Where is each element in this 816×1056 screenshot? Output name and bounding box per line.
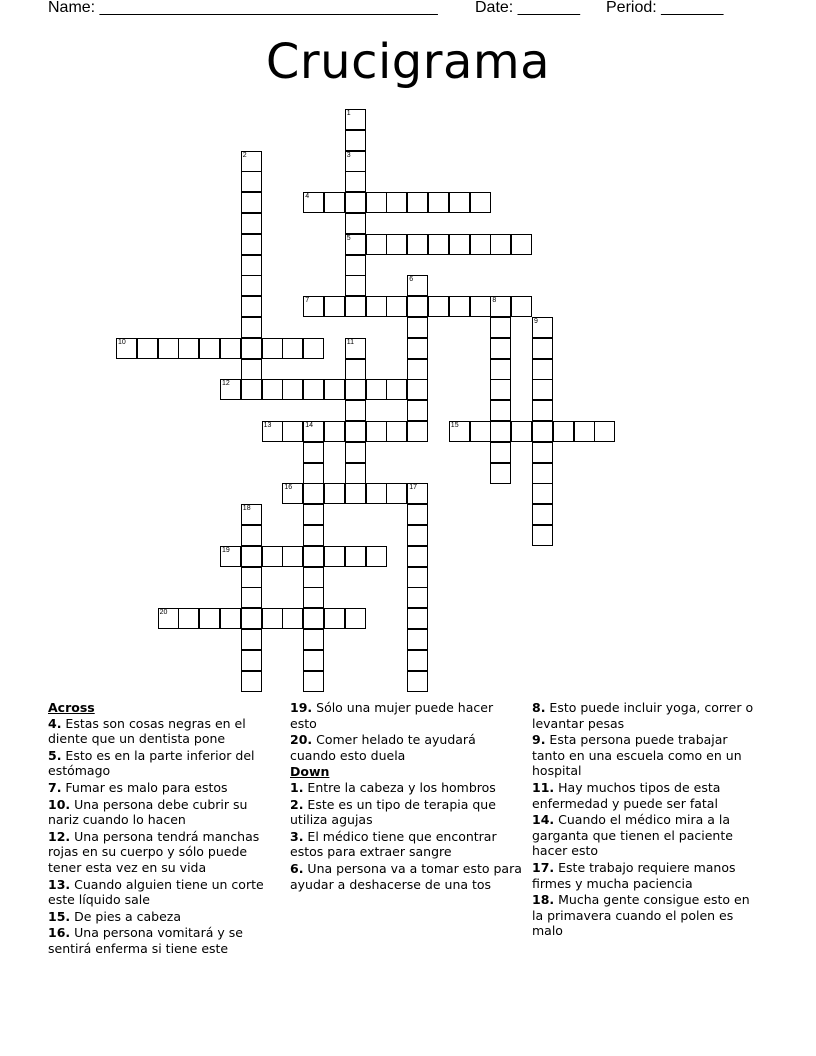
crossword-cell[interactable] xyxy=(345,421,366,442)
crossword-cell[interactable] xyxy=(324,296,345,317)
crossword-cell[interactable] xyxy=(366,483,387,504)
crossword-cell[interactable] xyxy=(303,379,324,400)
clue-text: De pies a cabeza xyxy=(70,908,182,924)
crossword-cell[interactable] xyxy=(386,483,407,504)
clue-text: Sólo una mujer puede hacer esto xyxy=(290,700,494,731)
clue-item xyxy=(48,877,280,908)
crossword-cell[interactable] xyxy=(386,379,407,400)
clue-number-label: 7 xyxy=(305,297,310,305)
crossword-cell[interactable] xyxy=(220,608,241,629)
clue-text: Una persona vomitará y se sentirá enferma si tiene este xyxy=(48,925,243,956)
crossword-cell[interactable] xyxy=(386,234,407,255)
crossword-cell[interactable] xyxy=(241,275,262,296)
crossword-cell[interactable] xyxy=(490,379,511,400)
clue-item xyxy=(290,797,522,828)
clue-item xyxy=(48,748,280,779)
clues-column-2 xyxy=(290,700,522,893)
clue-number: 12. xyxy=(48,828,71,844)
clue-number-label: 20 xyxy=(159,609,168,617)
crossword-cell[interactable] xyxy=(303,650,324,671)
clue-text: Esta persona puede trabajar tanto en una escuela como en un hospital xyxy=(532,732,742,779)
clue-text: Comer helado te ayudará cuando esto duela xyxy=(290,732,476,763)
crossword-cell[interactable] xyxy=(407,504,428,525)
crossword-cell[interactable] xyxy=(345,608,366,629)
crossword-cell[interactable] xyxy=(532,525,553,546)
crossword-cell[interactable] xyxy=(324,379,345,400)
crossword-cell[interactable] xyxy=(282,379,303,400)
crossword-cell[interactable] xyxy=(345,296,366,317)
clue-number-label: 3 xyxy=(346,151,351,159)
crossword-cell[interactable] xyxy=(262,608,283,629)
crossword-cell[interactable] xyxy=(303,525,324,546)
clue-item xyxy=(48,797,280,828)
clue-number: 11. xyxy=(532,779,555,795)
crossword-cell[interactable] xyxy=(116,338,137,359)
crossword-cell[interactable] xyxy=(407,275,428,296)
crossword-cell[interactable] xyxy=(532,421,553,442)
crossword-cell[interactable] xyxy=(241,546,262,567)
crossword-cell[interactable] xyxy=(345,192,366,213)
crossword-cell[interactable] xyxy=(532,442,553,463)
crossword-cell[interactable] xyxy=(241,213,262,234)
crossword-cell[interactable] xyxy=(407,650,428,671)
crossword-cell[interactable] xyxy=(490,400,511,421)
crossword-cell[interactable] xyxy=(345,546,366,567)
clue-number-label: 13 xyxy=(263,422,272,429)
crossword-cell[interactable] xyxy=(324,608,345,629)
crossword-cell[interactable] xyxy=(470,421,491,442)
crossword-cell[interactable] xyxy=(241,171,262,192)
crossword-cell[interactable] xyxy=(449,421,470,442)
clue-text: Una persona debe cubrir su nariz cuando lo hacen xyxy=(48,796,248,828)
crossword-cell[interactable] xyxy=(532,338,553,359)
crossword-cell[interactable] xyxy=(303,546,324,567)
crossword-cell[interactable] xyxy=(241,317,262,338)
clue-number-label: 10 xyxy=(118,338,126,346)
clue-item xyxy=(532,780,764,811)
clue-item xyxy=(532,732,764,779)
crossword-cell[interactable] xyxy=(345,109,366,130)
crossword-cell[interactable] xyxy=(449,234,470,255)
crossword-cell[interactable] xyxy=(241,587,262,608)
clue-text: Esto es en la parte inferior del estómago xyxy=(48,747,255,779)
period-field-label[interactable]: Period: _______ xyxy=(606,0,724,16)
crossword-cell[interactable] xyxy=(241,296,262,317)
crossword-cell[interactable] xyxy=(490,338,511,359)
crossword-cell[interactable] xyxy=(345,483,366,504)
clue-item xyxy=(48,925,280,956)
clue-number-label: 15 xyxy=(450,422,459,429)
crossword-cell[interactable] xyxy=(345,400,366,421)
crossword-cell[interactable] xyxy=(407,296,428,317)
clue-number-label: 8 xyxy=(492,297,497,305)
crossword-cell[interactable] xyxy=(511,234,532,255)
clue-number-label: 5 xyxy=(346,234,351,242)
crossword-cell[interactable] xyxy=(241,338,262,359)
clue-number: 9. xyxy=(532,732,546,748)
clue-item xyxy=(290,829,522,860)
crossword-cell[interactable] xyxy=(241,192,262,213)
crossword-cell[interactable] xyxy=(345,255,366,276)
crossword-cell[interactable] xyxy=(220,338,241,359)
clue-item xyxy=(290,732,522,763)
crossword-cell[interactable] xyxy=(282,338,303,359)
crossword-cell[interactable] xyxy=(345,151,366,172)
crossword-cell[interactable] xyxy=(241,608,262,629)
crossword-cell[interactable] xyxy=(282,546,303,567)
across-heading: Across xyxy=(48,700,95,715)
clue-number-label: 16 xyxy=(284,484,293,492)
crossword-cell[interactable] xyxy=(407,483,428,504)
crossword-cell[interactable] xyxy=(428,234,449,255)
crossword-cell[interactable] xyxy=(532,379,553,400)
crossword-cell[interactable] xyxy=(199,338,220,359)
crossword-cell[interactable] xyxy=(262,379,283,400)
crossword-cell[interactable] xyxy=(345,234,366,255)
worksheet-header xyxy=(48,0,788,20)
crossword-cell[interactable] xyxy=(407,379,428,400)
clue-number: 8. xyxy=(532,700,546,715)
clue-number: 5. xyxy=(48,747,62,763)
crossword-cell[interactable] xyxy=(262,421,283,442)
crossword-cell[interactable] xyxy=(137,338,158,359)
clue-number: 14. xyxy=(532,812,555,828)
crossword-cell[interactable] xyxy=(470,234,491,255)
clue-number: 20. xyxy=(290,732,313,748)
clue-number: 19. xyxy=(290,700,313,715)
crossword-cell[interactable] xyxy=(199,608,220,629)
clue-text: El médico tiene que encontrar estos para extraer sangre xyxy=(290,828,497,860)
crossword-cell[interactable] xyxy=(220,546,241,567)
crossword-cell[interactable] xyxy=(366,296,387,317)
crossword-cell[interactable] xyxy=(532,463,553,484)
crossword-cell[interactable] xyxy=(470,192,491,213)
crossword-cell[interactable] xyxy=(282,608,303,629)
crossword-cell[interactable] xyxy=(407,608,428,629)
crossword-cell[interactable] xyxy=(407,546,428,567)
crossword-cell[interactable] xyxy=(386,192,407,213)
crossword-cell[interactable] xyxy=(490,296,511,317)
clue-text: Cuando el médico mira a la garganta que tienen el paciente hacer esto xyxy=(532,812,733,859)
clue-text: Mucha gente consigue esto en la primavera cuando el polen es malo xyxy=(532,892,750,939)
crossword-cell[interactable] xyxy=(241,151,262,172)
crossword-cell[interactable] xyxy=(407,671,428,692)
crossword-cell[interactable] xyxy=(345,275,366,296)
crossword-cell[interactable] xyxy=(324,192,345,213)
crossword-cell[interactable] xyxy=(345,213,366,234)
clue-item xyxy=(48,829,280,876)
crossword-cell[interactable] xyxy=(345,359,366,380)
clue-number: 2. xyxy=(290,796,304,812)
clues-column-3 xyxy=(532,700,764,940)
clue-number: 18. xyxy=(532,892,555,908)
crossword-cell[interactable] xyxy=(262,546,283,567)
clue-item xyxy=(48,716,280,747)
clue-number-label: 1 xyxy=(346,110,351,117)
crossword-cell[interactable] xyxy=(511,421,532,442)
clue-number: 4. xyxy=(48,715,62,731)
crossword-cell[interactable] xyxy=(407,359,428,380)
crossword-cell[interactable] xyxy=(303,504,324,525)
crossword-cell[interactable] xyxy=(490,234,511,255)
crossword-cell[interactable] xyxy=(345,379,366,400)
clue-text: Esto puede incluir yoga, correr o levantar pesas xyxy=(532,700,754,731)
clue-item xyxy=(290,861,522,892)
crossword-cell[interactable] xyxy=(345,338,366,359)
crossword-cell[interactable] xyxy=(241,504,262,525)
crossword-cell[interactable] xyxy=(449,192,470,213)
crossword-cell[interactable] xyxy=(407,525,428,546)
crossword-cell[interactable] xyxy=(241,650,262,671)
crossword-cell[interactable] xyxy=(511,296,532,317)
crossword-cell[interactable] xyxy=(532,504,553,525)
clue-text: Una persona tendrá manchas rojas en su cuerpo y sólo puede tener esta vez en su vida xyxy=(48,828,260,875)
clue-number: 1. xyxy=(290,779,304,795)
down-heading: Down xyxy=(290,764,330,780)
crossword-cell[interactable] xyxy=(303,587,324,608)
crossword-cell[interactable] xyxy=(158,608,179,629)
crossword-cell[interactable] xyxy=(366,546,387,567)
crossword-cell[interactable] xyxy=(490,421,511,442)
crossword-cell[interactable] xyxy=(553,421,574,442)
clue-number: 3. xyxy=(290,828,304,844)
crossword-cell[interactable] xyxy=(303,296,324,317)
crossword-cell[interactable] xyxy=(241,255,262,276)
clue-text: Estas son cosas negras en el diente que un dentista pone xyxy=(48,715,246,747)
crossword-cell[interactable] xyxy=(345,130,366,151)
crossword-cell[interactable] xyxy=(282,421,303,442)
clue-item xyxy=(48,780,280,796)
crossword-cell[interactable] xyxy=(386,421,407,442)
crossword-cell[interactable] xyxy=(345,463,366,484)
crossword-cell[interactable] xyxy=(158,338,179,359)
clue-number-label: 18 xyxy=(242,505,251,513)
crossword-cell[interactable] xyxy=(366,421,387,442)
crossword-cell[interactable] xyxy=(178,338,199,359)
crossword-cell[interactable] xyxy=(428,296,449,317)
clue-item xyxy=(532,860,764,891)
crossword-cell[interactable] xyxy=(490,442,511,463)
crossword-cell[interactable] xyxy=(407,421,428,442)
clue-number: 10. xyxy=(48,796,71,812)
clue-number-label: 14 xyxy=(305,422,313,429)
crossword-cell[interactable] xyxy=(366,234,387,255)
crossword-cell[interactable] xyxy=(532,317,553,338)
clue-number: 13. xyxy=(48,876,71,892)
crossword-cell[interactable] xyxy=(303,338,324,359)
crossword-cell[interactable] xyxy=(241,671,262,692)
clue-number-label: 11 xyxy=(346,338,355,346)
crossword-cell[interactable] xyxy=(241,359,262,380)
crossword-cell[interactable] xyxy=(303,629,324,650)
crossword-cell[interactable] xyxy=(324,546,345,567)
clue-text: Entre la cabeza y los hombros xyxy=(303,779,496,795)
crossword-cell[interactable] xyxy=(407,234,428,255)
clue-number-label: 6 xyxy=(409,276,414,284)
crossword-cell[interactable] xyxy=(407,317,428,338)
clue-text: Fumar es malo para estos xyxy=(61,779,228,795)
clue-number: 7. xyxy=(48,779,62,795)
crossword-cell[interactable] xyxy=(262,338,283,359)
clue-number: 17. xyxy=(532,859,555,875)
crossword-cell[interactable] xyxy=(594,421,615,442)
crossword-cell[interactable] xyxy=(574,421,595,442)
clue-number-label: 12 xyxy=(222,380,230,388)
crossword-cell[interactable] xyxy=(407,567,428,588)
crossword-cell[interactable] xyxy=(366,192,387,213)
crossword-cell[interactable] xyxy=(532,359,553,380)
crossword-cell[interactable] xyxy=(241,567,262,588)
clues-column-1 xyxy=(48,700,280,958)
name-field-label[interactable]: Name: ______________________________________ xyxy=(48,0,438,16)
clue-item xyxy=(48,909,280,925)
clue-number-label: 19 xyxy=(222,546,230,554)
crossword-cell[interactable] xyxy=(407,192,428,213)
clue-number: 15. xyxy=(48,908,71,924)
clue-text: Una persona va a tomar esto para ayudar a deshacerse de una tos xyxy=(290,860,522,892)
crossword-cell[interactable] xyxy=(532,400,553,421)
clue-text: Cuando alguien tiene un corte este líquido sale xyxy=(48,876,264,908)
crossword-cell[interactable] xyxy=(303,463,324,484)
clue-number-label: 17 xyxy=(409,484,417,492)
clue-number-label: 4 xyxy=(305,193,310,201)
crossword-cell[interactable] xyxy=(282,483,303,504)
crossword-cell[interactable] xyxy=(241,525,262,546)
crossword-cell[interactable] xyxy=(490,359,511,380)
clue-item xyxy=(532,700,764,731)
crossword-cell[interactable] xyxy=(324,483,345,504)
crossword-cell[interactable] xyxy=(303,421,324,442)
crossword-cell[interactable] xyxy=(303,671,324,692)
crossword-cell[interactable] xyxy=(490,463,511,484)
date-field-label[interactable]: Date: _______ xyxy=(475,0,580,16)
crossword-cell[interactable] xyxy=(303,483,324,504)
crossword-cell[interactable] xyxy=(428,192,449,213)
crossword-cell[interactable] xyxy=(407,338,428,359)
crossword-cell[interactable] xyxy=(532,483,553,504)
crossword-cell[interactable] xyxy=(407,400,428,421)
crossword-cell[interactable] xyxy=(324,421,345,442)
crossword-cell[interactable] xyxy=(449,296,470,317)
clue-number-label: 2 xyxy=(242,151,247,159)
clue-item xyxy=(532,812,764,859)
crossword-cell[interactable] xyxy=(178,608,199,629)
crossword-cell[interactable] xyxy=(241,629,262,650)
clue-text: Hay muchos tipos de esta enfermedad y puede ser fatal xyxy=(532,779,721,811)
crossword-cell[interactable] xyxy=(241,234,262,255)
clue-number-label: 9 xyxy=(534,318,538,325)
clue-item xyxy=(290,780,522,796)
crossword-cell[interactable] xyxy=(303,608,324,629)
crossword-cell[interactable] xyxy=(303,192,324,213)
crossword-cell[interactable] xyxy=(345,442,366,463)
crossword-cell[interactable] xyxy=(470,296,491,317)
crossword-cell[interactable] xyxy=(303,567,324,588)
crossword-cell[interactable] xyxy=(386,296,407,317)
crossword-cell[interactable] xyxy=(303,442,324,463)
clue-item xyxy=(290,700,522,731)
crossword-cell[interactable] xyxy=(407,587,428,608)
clue-text: Este es un tipo de terapia que utiliza agujas xyxy=(290,796,496,828)
crossword-cell[interactable] xyxy=(490,317,511,338)
crossword-cell[interactable] xyxy=(345,171,366,192)
crossword-cell[interactable] xyxy=(220,379,241,400)
crossword-cell[interactable] xyxy=(407,629,428,650)
crossword-cell[interactable] xyxy=(366,379,387,400)
crossword-cell[interactable] xyxy=(241,379,262,400)
clue-number: 6. xyxy=(290,860,304,876)
clue-number: 16. xyxy=(48,925,71,941)
clue-text: Este trabajo requiere manos firmes y mucha paciencia xyxy=(532,859,736,891)
page-title: Crucigrama xyxy=(265,34,551,90)
clue-item xyxy=(532,892,764,939)
